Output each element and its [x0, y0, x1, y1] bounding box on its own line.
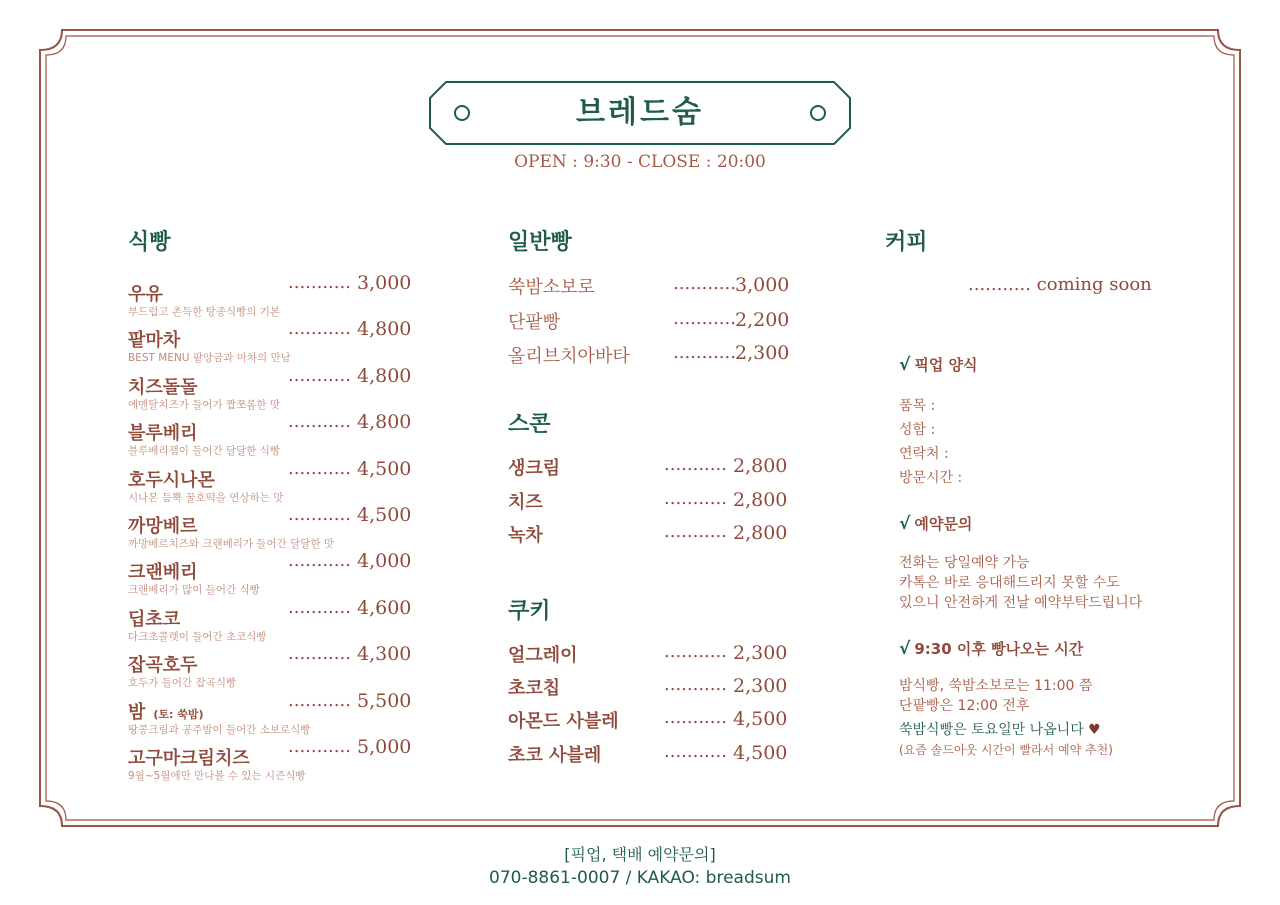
- menu-item-name: 고구마크림치즈: [128, 748, 250, 769]
- reservation-line: 전화는 당일예약 가능: [899, 555, 1030, 571]
- menu-item-name: 크랜베리: [128, 562, 198, 584]
- menu-item-price: 4,600: [357, 596, 412, 619]
- leader-dots: ...........: [288, 550, 351, 572]
- pickup-form-line: 방문시간 :: [899, 470, 963, 486]
- menu-item-price: 3,000: [735, 274, 790, 296]
- menu-item-price: 2,800: [733, 455, 788, 477]
- section-heading-regular: 일반빵: [508, 230, 572, 255]
- section-heading-cookie: 쿠키: [508, 599, 551, 624]
- leader-dots: ...........: [288, 364, 351, 386]
- section-heading-bread: 식빵: [128, 230, 171, 255]
- section-heading-scone: 스콘: [508, 412, 551, 437]
- heart-icon: ♥: [1088, 722, 1101, 738]
- opening-hours: OPEN : 9:30 - CLOSE : 20:00: [514, 152, 766, 172]
- menu-item-price: 4,800: [357, 364, 412, 387]
- menu-item-name: 올리브치아바타: [508, 346, 630, 367]
- menu-item-name: 치즈: [508, 492, 543, 513]
- leader-dots: ...........: [288, 504, 351, 525]
- baking-time-line: 밤식빵, 쑥밤소보로는 11:00 쯤: [899, 678, 1093, 694]
- check-icon: √: [899, 514, 911, 534]
- pickup-form-heading: √ 픽업 양식: [899, 355, 978, 375]
- menu-item-price: 2,200: [735, 309, 790, 331]
- menu-item-description: 9월~5월에만 만나볼 수 있는 시즌식빵: [128, 770, 306, 782]
- leader-dots: ...........: [664, 488, 727, 509]
- leader-dots: ...........: [664, 741, 727, 762]
- menu-item-name: 블루베리: [128, 423, 198, 445]
- sold-out-note: (요즘 솔드아웃 시간이 빨라서 예약 추천): [899, 743, 1113, 757]
- menu-item-name: 까망베르: [128, 516, 198, 537]
- leader-dots: ...........: [664, 674, 727, 695]
- menu-item-price: 2,300: [733, 675, 788, 697]
- reservation-line: 있으니 안전하게 전날 예약부탁드립니다: [899, 595, 1143, 611]
- leader-dots: ...........: [664, 707, 727, 728]
- menu-item-description: 까망베르치즈와 크랜베리가 들어간 달달한 맛: [128, 538, 335, 550]
- menu-item-price: 4,500: [733, 708, 788, 730]
- shop-title: 브레드숨: [576, 95, 704, 130]
- menu-item-name: 초코 사블레: [508, 745, 602, 766]
- menu-item-description: 호두가 들어간 잡곡식빵: [128, 677, 237, 690]
- pickup-form-line: 성함 :: [899, 422, 936, 438]
- menu-item-name: 치즈돌돌: [128, 376, 198, 398]
- menu-item-name: 아몬드 사블레: [508, 711, 619, 732]
- coffee-coming-soon: ........... coming soon: [968, 274, 1152, 295]
- leader-dots: ...........: [673, 308, 736, 329]
- menu-item-price: 5,000: [357, 736, 412, 758]
- check-icon: √: [899, 355, 911, 375]
- menu-item-name: 호두시나몬: [128, 469, 215, 491]
- menu-item-price: 4,800: [357, 318, 412, 341]
- menu-item-name: 단팥빵: [508, 312, 561, 333]
- menu-item-description: 크랜베리가 많이 들어간 식빵: [128, 584, 260, 597]
- leader-dots: ...........: [673, 342, 736, 363]
- leader-dots: ...........: [664, 641, 727, 662]
- menu-item-price: 5,500: [357, 689, 412, 712]
- pickup-form-line: 연락처 :: [899, 446, 949, 462]
- menu-item-name: 녹차: [508, 525, 543, 546]
- menu-item-price: 2,800: [733, 522, 788, 544]
- leader-dots: ...........: [288, 643, 351, 665]
- menu-item-name: 초코칩: [508, 678, 561, 699]
- menu-item-description: 다크초콜렛이 들어간 초코식빵: [128, 630, 267, 643]
- menu-item-price: 4,500: [357, 504, 412, 526]
- footer-reservation-label: [픽업, 택배 예약문의]: [564, 845, 716, 864]
- menu-item-price: 3,000: [357, 272, 412, 294]
- footer-contact: 070-8861-0007 / KAKAO: breadsum: [489, 868, 791, 888]
- menu-item-description: 부드럽고 촌득한 탕종식빵의 기본: [128, 306, 281, 318]
- menu-item-name: 밤 (토: 쑥밤): [128, 701, 204, 723]
- menu-item-price: 4,000: [357, 550, 412, 573]
- menu-item-name: 잡곡호두: [128, 655, 198, 677]
- menu-item-description: 에멘탈치즈가 들어가 짭쪼롬한 맛: [128, 398, 281, 411]
- menu-item-name: 얼그레이: [508, 645, 578, 666]
- leader-dots: ...........: [288, 272, 351, 293]
- menu-item-name: 쑥밤소보로: [508, 277, 595, 298]
- menu-item-price: 2,300: [733, 642, 788, 664]
- leader-dots: ...........: [288, 411, 351, 433]
- menu-item-price: 2,300: [735, 342, 790, 364]
- leader-dots: ...........: [288, 596, 351, 618]
- menu-item-note: (토: 쑥밤): [153, 707, 204, 721]
- menu-item-description: BEST MENU 팥앙금과 마차의 만남: [128, 352, 291, 365]
- leader-dots: ...........: [664, 521, 727, 542]
- reservation-heading: √ 예약문의: [899, 514, 973, 534]
- menu-item-price: 2,800: [733, 489, 788, 511]
- baking-time-heading: √ 9:30 이후 빵나오는 시간: [899, 639, 1084, 659]
- leader-dots: ...........: [664, 454, 727, 475]
- menu-item-price: 4,500: [733, 742, 788, 764]
- menu-item-description: 땅콩크림과 공주밤이 들어간 소보로식빵: [128, 723, 311, 736]
- menu-item-name: 딥초코: [128, 608, 181, 630]
- menu-item-name: 우유: [128, 284, 163, 305]
- pickup-form-line: 품목 :: [899, 398, 936, 414]
- menu-item-price: 4,800: [357, 411, 412, 434]
- leader-dots: ...........: [288, 736, 351, 757]
- section-heading-coffee: 커피: [885, 230, 928, 255]
- menu-item-price: 4,500: [357, 457, 412, 480]
- menu-item-description: 시나몬 듬뿍 꿀호떡을 연상하는 맛: [128, 491, 284, 504]
- leader-dots: ...........: [288, 689, 351, 711]
- leader-dots: ...........: [673, 273, 736, 294]
- baking-time-line: 단팥빵은 12:00 전후: [899, 698, 1030, 714]
- reservation-line: 카톡은 바로 응대해드리지 못할 수도: [899, 575, 1120, 591]
- menu-item-description: 블루베리잼이 들어간 달달한 식빵: [128, 445, 281, 458]
- check-icon: √: [899, 639, 911, 659]
- menu-item-price: 4,300: [357, 643, 412, 666]
- saturday-notice: 쑥밤식빵은 토요일만 나옵니다 ♥: [899, 722, 1101, 738]
- menu-item-name: 팥마차: [128, 330, 181, 352]
- leader-dots: ...........: [288, 457, 351, 479]
- menu-item-name: 생크림: [508, 458, 561, 479]
- leader-dots: ...........: [288, 318, 351, 340]
